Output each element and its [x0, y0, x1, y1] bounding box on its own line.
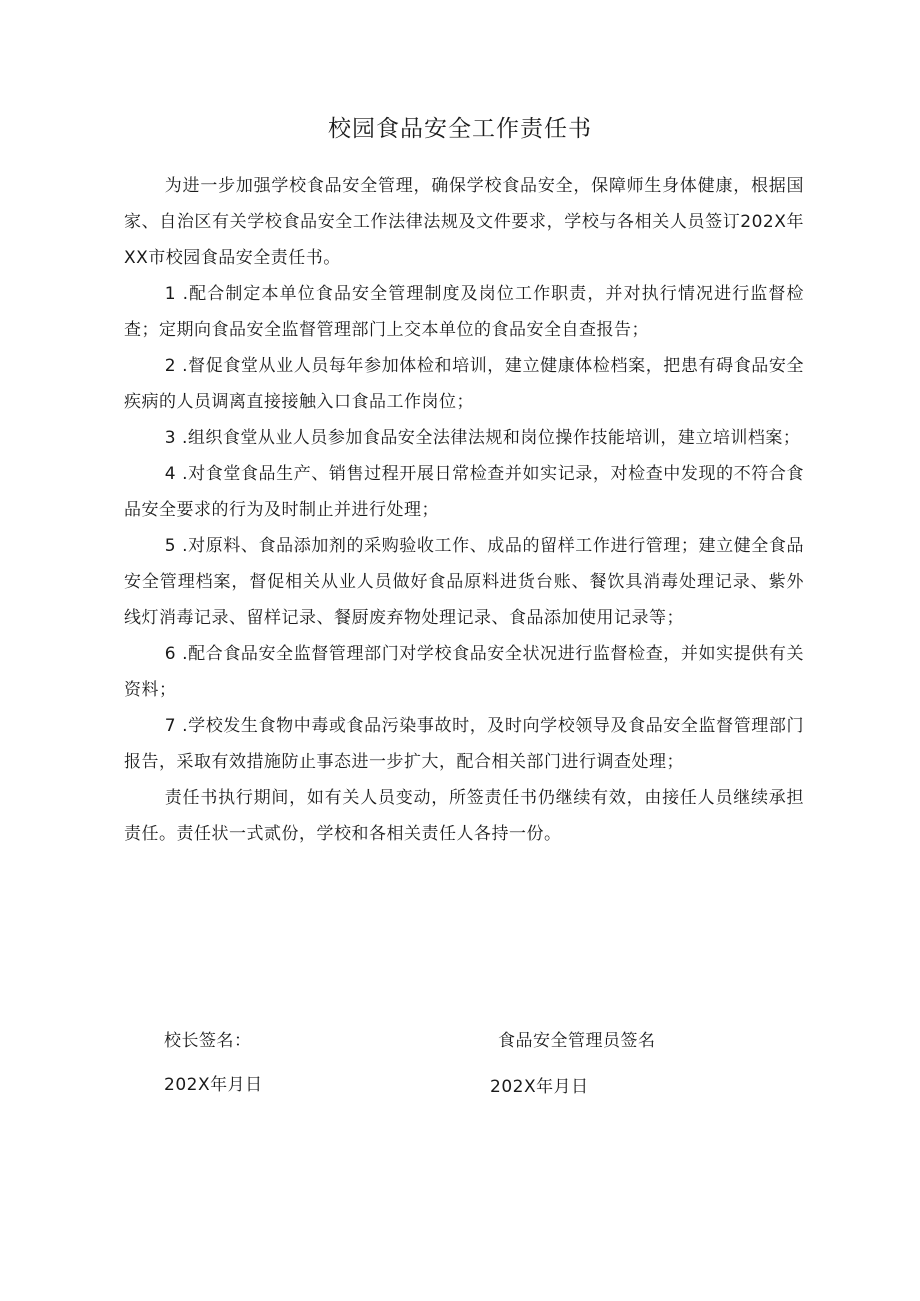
- clause-5: 5 .对原料、食品添加剂的采购验收工作、成品的留样工作进行管理；建立健全食品安全管理档案，督促相关从业人员做好食品原料进货台账、餐饮具消毒处理记录、紫外线灯消毒记录、留样记录、餐厨废弃物处理记录、食品添加使用记录等；: [124, 536, 804, 628]
- food-safety-manager-signature-label: 食品安全管理员签名: [498, 1031, 656, 1051]
- clause-6: 6 .配合食品安全监督管理部门对学校食品安全状况进行监督检查，并如实提供有关资料；: [124, 644, 804, 700]
- signature-block: [0, 1026, 920, 1126]
- document-title: 校园食品安全工作责任书: [328, 116, 592, 142]
- clause-3: 3 .组织食堂从业人员参加食品安全法律法规和岗位操作技能培训，建立培训档案；: [164, 428, 801, 448]
- clause-7: 7 .学校发生食物中毒或食品污染事故时，及时向学校领导及食品安全监督管理部门报告，采取有效措施防止事态进一步扩大，配合相关部门进行调查处理；: [124, 716, 804, 772]
- clause-2: 2 .督促食堂从业人员每年参加体检和培训，建立健康体检档案，把患有碍食品安全疾病的人员调离直接接触入口食品工作岗位；: [124, 356, 804, 412]
- intro-paragraph: 为进一步加强学校食品安全管理，确保学校食品安全，保障师生身体健康，根据国家、自治区有关学校食品安全工作法律法规及文件要求，学校与各相关人员签订202X年XX市校园食品安全责任书。: [124, 176, 804, 268]
- principal-signature-label: 校长签名：: [164, 1031, 252, 1051]
- clause-4: 4 .对食堂食品生产、销售过程开展日常检查并如实记录，对检查中发现的不符合食品安全要求的行为及时制止并进行处理；: [124, 464, 804, 520]
- clause-1: 1 .配合制定本单位食品安全管理制度及岗位工作职责，并对执行情况进行监督检查；定期向食品安全监督管理部门上交本单位的食品安全自查报告；: [124, 284, 804, 340]
- food-safety-manager-signature-date: 202X年月日: [490, 1077, 589, 1097]
- principal-signature-date: 202X年月日: [164, 1075, 263, 1095]
- document-body: [124, 168, 804, 852]
- closing-paragraph: 责任书执行期间，如有关人员变动，所签责任书仍继续有效，由接任人员继续承担责任。责任状一式贰份，学校和各相关责任人各持一份。: [124, 788, 804, 844]
